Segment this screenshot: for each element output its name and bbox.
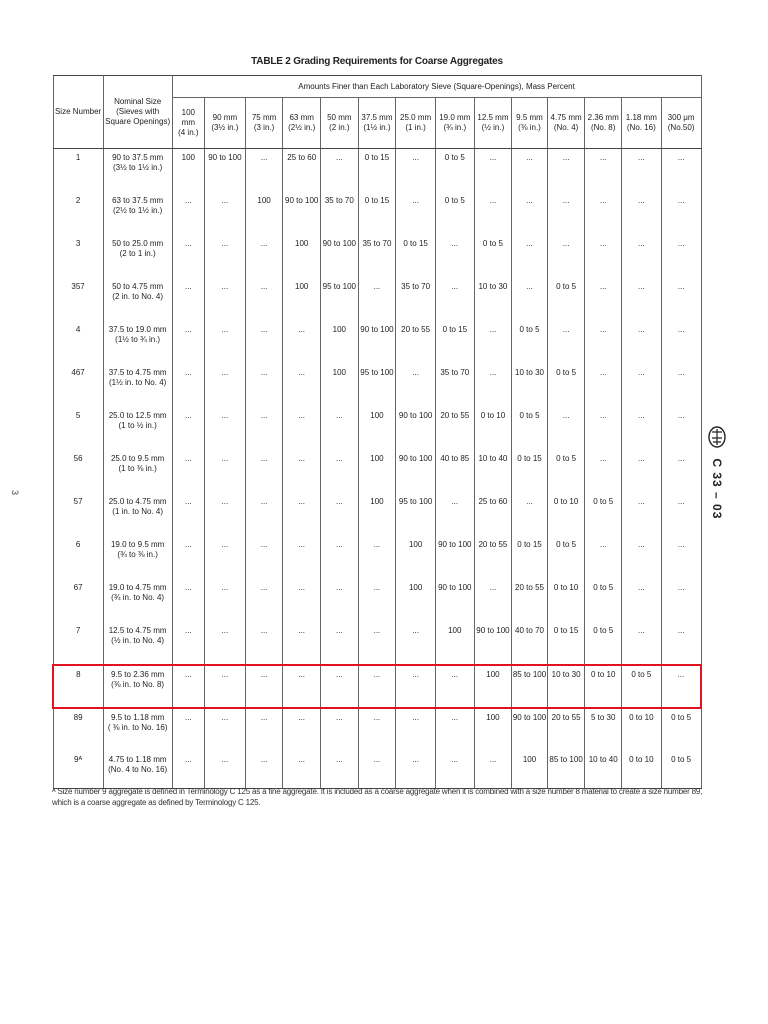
percent-cell: ... <box>474 751 512 789</box>
percent-cell: ... <box>358 278 396 321</box>
percent-cell: ... <box>283 751 321 789</box>
percent-cell: ... <box>205 450 246 493</box>
percent-cell: ... <box>547 235 585 278</box>
percent-cell: 10 to 30 <box>547 665 585 708</box>
percent-cell: ... <box>245 364 283 407</box>
percent-cell: ... <box>321 708 359 751</box>
percent-cell: ... <box>621 450 661 493</box>
nominal-size-cell: 9.5 to 2.36 mm (⅜ in. to No. 8) <box>103 665 172 708</box>
nominal-size-cell: 50 to 25.0 mm (2 to 1 in.) <box>103 235 172 278</box>
percent-cell: 0 to 10 <box>547 579 585 622</box>
table-row <box>53 536 701 579</box>
percent-cell: 0 to 5 <box>661 708 701 751</box>
percent-cell: ... <box>321 751 359 789</box>
percent-cell: 90 to 100 <box>205 149 246 192</box>
header-sieve: 4.75 mm (No. 4) <box>547 98 585 149</box>
percent-cell: ... <box>547 407 585 450</box>
percent-cell: ... <box>474 364 512 407</box>
percent-cell: ... <box>321 536 359 579</box>
percent-cell: ... <box>585 321 622 364</box>
percent-cell: ... <box>358 536 396 579</box>
percent-cell: 90 to 100 <box>512 708 548 751</box>
percent-cell: 20 to 55 <box>396 321 436 364</box>
percent-cell: ... <box>321 450 359 493</box>
percent-cell: 90 to 100 <box>435 579 474 622</box>
percent-cell: ... <box>172 579 204 622</box>
percent-cell: 0 to 15 <box>547 622 585 665</box>
percent-cell: ... <box>585 192 622 235</box>
percent-cell: 100 <box>512 751 548 789</box>
percent-cell: ... <box>172 235 204 278</box>
size-number-cell: 89 <box>53 708 103 751</box>
size-number-cell: 56 <box>53 450 103 493</box>
nominal-size-cell: 19.0 to 4.75 mm (¾ in. to No. 4) <box>103 579 172 622</box>
percent-cell: ... <box>435 751 474 789</box>
header-sieve: 25.0 mm (1 in.) <box>396 98 436 149</box>
table-row <box>53 149 701 192</box>
percent-cell: ... <box>621 536 661 579</box>
percent-cell: ... <box>396 192 436 235</box>
percent-cell: ... <box>321 579 359 622</box>
percent-cell: ... <box>358 751 396 789</box>
percent-cell: ... <box>172 364 204 407</box>
percent-cell: ... <box>435 708 474 751</box>
header-sieve: 50 mm (2 in.) <box>321 98 359 149</box>
percent-cell: ... <box>172 751 204 789</box>
percent-cell: 0 to 15 <box>358 149 396 192</box>
percent-cell: ... <box>172 450 204 493</box>
percent-cell: ... <box>661 622 701 665</box>
percent-cell: ... <box>172 536 204 579</box>
header-amounts-finer: Amounts Finer than Each Laboratory Sieve (Square-Openings), Mass Percent <box>172 76 701 98</box>
table-row <box>53 708 701 751</box>
percent-cell: ... <box>172 407 204 450</box>
percent-cell: ... <box>172 622 204 665</box>
header-size-number: Size Number <box>53 76 103 149</box>
nominal-size-cell: 90 to 37.5 mm (3½ to 1½ in.) <box>103 149 172 192</box>
percent-cell: ... <box>512 235 548 278</box>
table-row <box>53 192 701 235</box>
percent-cell: ... <box>245 149 283 192</box>
percent-cell: ... <box>585 364 622 407</box>
percent-cell: ... <box>283 493 321 536</box>
percent-cell: ... <box>621 235 661 278</box>
percent-cell: ... <box>585 536 622 579</box>
nominal-size-cell: 25.0 to 9.5 mm (1 to ⅜ in.) <box>103 450 172 493</box>
percent-cell: 25 to 60 <box>283 149 321 192</box>
size-number-cell: 67 <box>53 579 103 622</box>
nominal-size-cell: 12.5 to 4.75 mm (½ in. to No. 4) <box>103 622 172 665</box>
percent-cell: ... <box>172 192 204 235</box>
header-sieve: 9.5 mm (⅜ in.) <box>512 98 548 149</box>
percent-cell: 100 <box>283 278 321 321</box>
percent-cell: ... <box>621 321 661 364</box>
percent-cell: 90 to 100 <box>358 321 396 364</box>
percent-cell: 0 to 10 <box>474 407 512 450</box>
size-number-cell: 1 <box>53 149 103 192</box>
percent-cell: ... <box>172 665 204 708</box>
percent-cell: 100 <box>321 364 359 407</box>
percent-cell: ... <box>283 321 321 364</box>
percent-cell: ... <box>172 493 204 536</box>
header-sieve: 37.5 mm (1½ in.) <box>358 98 396 149</box>
percent-cell: ... <box>585 149 622 192</box>
percent-cell: 0 to 15 <box>435 321 474 364</box>
percent-cell: ... <box>321 622 359 665</box>
size-number-cell: 4 <box>53 321 103 364</box>
percent-cell: 0 to 5 <box>474 235 512 278</box>
percent-cell: ... <box>435 493 474 536</box>
percent-cell: ... <box>621 278 661 321</box>
percent-cell: 95 to 100 <box>358 364 396 407</box>
header-sieve: 1.18 mm (No. 16) <box>621 98 661 149</box>
nominal-size-cell: 25.0 to 4.75 mm (1 in. to No. 4) <box>103 493 172 536</box>
percent-cell: 0 to 5 <box>435 192 474 235</box>
percent-cell: 95 to 100 <box>396 493 436 536</box>
percent-cell: 90 to 100 <box>396 450 436 493</box>
percent-cell: 0 to 5 <box>547 536 585 579</box>
percent-cell: ... <box>205 622 246 665</box>
percent-cell: ... <box>585 450 622 493</box>
percent-cell: 35 to 70 <box>396 278 436 321</box>
percent-cell: ... <box>661 536 701 579</box>
percent-cell: ... <box>245 493 283 536</box>
percent-cell: ... <box>661 364 701 407</box>
percent-cell: 90 to 100 <box>435 536 474 579</box>
percent-cell: ... <box>547 192 585 235</box>
percent-cell: ... <box>547 149 585 192</box>
percent-cell: ... <box>474 579 512 622</box>
percent-cell: 100 <box>396 536 436 579</box>
percent-cell: 100 <box>283 235 321 278</box>
percent-cell: 0 to 5 <box>585 493 622 536</box>
percent-cell: ... <box>512 192 548 235</box>
percent-cell: ... <box>205 364 246 407</box>
percent-cell: 100 <box>245 192 283 235</box>
percent-cell: ... <box>358 579 396 622</box>
size-number-cell: 9ᴬ <box>53 751 103 789</box>
percent-cell: 100 <box>358 450 396 493</box>
percent-cell: 100 <box>358 493 396 536</box>
percent-cell: ... <box>205 235 246 278</box>
percent-cell: ... <box>283 579 321 622</box>
percent-cell: ... <box>661 235 701 278</box>
percent-cell: ... <box>474 321 512 364</box>
header-sieve: 19.0 mm (¾ in.) <box>435 98 474 149</box>
percent-cell: ... <box>205 579 246 622</box>
percent-cell: ... <box>358 665 396 708</box>
percent-cell: 40 to 85 <box>435 450 474 493</box>
percent-cell: ... <box>661 665 701 708</box>
table-row <box>53 235 701 278</box>
percent-cell: 0 to 5 <box>621 665 661 708</box>
percent-cell: ... <box>283 622 321 665</box>
percent-cell: 0 to 5 <box>585 622 622 665</box>
size-number-cell: 8 <box>53 665 103 708</box>
nominal-size-cell: 4.75 to 1.18 mm (No. 4 to No. 16) <box>103 751 172 789</box>
percent-cell: ... <box>621 364 661 407</box>
percent-cell: 0 to 10 <box>621 708 661 751</box>
percent-cell: ... <box>172 321 204 364</box>
percent-cell: ... <box>661 192 701 235</box>
percent-cell: 0 to 15 <box>512 536 548 579</box>
percent-cell: 0 to 15 <box>512 450 548 493</box>
percent-cell: ... <box>283 665 321 708</box>
percent-cell: 100 <box>474 708 512 751</box>
percent-cell: ... <box>245 622 283 665</box>
percent-cell: 40 to 70 <box>512 622 548 665</box>
table-title: TABLE 2 Grading Requirements for Coarse Aggregates <box>251 56 503 67</box>
percent-cell: ... <box>245 321 283 364</box>
percent-cell: 0 to 10 <box>621 751 661 789</box>
percent-cell: ... <box>245 579 283 622</box>
percent-cell: 0 to 10 <box>547 493 585 536</box>
size-number-cell: 2 <box>53 192 103 235</box>
percent-cell: ... <box>283 364 321 407</box>
size-number-cell: 5 <box>53 407 103 450</box>
percent-cell: 90 to 100 <box>474 622 512 665</box>
nominal-size-cell: 19.0 to 9.5 mm (¾ to ⅜ in.) <box>103 536 172 579</box>
percent-cell: ... <box>245 751 283 789</box>
table-row <box>53 278 701 321</box>
percent-cell: 25 to 60 <box>474 493 512 536</box>
percent-cell: 95 to 100 <box>321 278 359 321</box>
percent-cell: ... <box>661 579 701 622</box>
nominal-size-cell: 25.0 to 12.5 mm (1 to ½ in.) <box>103 407 172 450</box>
size-number-cell: 357 <box>53 278 103 321</box>
page-number: 3 <box>10 490 20 496</box>
percent-cell: ... <box>435 665 474 708</box>
percent-cell: 0 to 5 <box>661 751 701 789</box>
percent-cell: ... <box>205 321 246 364</box>
percent-cell: 20 to 55 <box>435 407 474 450</box>
percent-cell: 10 to 30 <box>474 278 512 321</box>
percent-cell: 90 to 100 <box>283 192 321 235</box>
percent-cell: ... <box>396 622 436 665</box>
percent-cell: ... <box>205 192 246 235</box>
percent-cell: ... <box>205 278 246 321</box>
percent-cell: 10 to 40 <box>585 751 622 789</box>
percent-cell: ... <box>205 708 246 751</box>
percent-cell: 100 <box>358 407 396 450</box>
percent-cell: ... <box>512 493 548 536</box>
percent-cell: ... <box>283 450 321 493</box>
header-sieve: 100 mm (4 in.) <box>172 98 204 149</box>
percent-cell: ... <box>205 407 246 450</box>
percent-cell: ... <box>396 149 436 192</box>
header-sieve: 12.5 mm (½ in.) <box>474 98 512 149</box>
percent-cell: ... <box>661 450 701 493</box>
percent-cell: 85 to 100 <box>547 751 585 789</box>
table-row <box>53 579 701 622</box>
percent-cell: ... <box>245 450 283 493</box>
nominal-size-cell: 50 to 4.75 mm (2 in. to No. 4) <box>103 278 172 321</box>
header-sieve: 2.36 mm (No. 8) <box>585 98 622 149</box>
percent-cell: 100 <box>172 149 204 192</box>
percent-cell: 20 to 55 <box>474 536 512 579</box>
percent-cell: ... <box>474 149 512 192</box>
table-row <box>53 364 701 407</box>
percent-cell: ... <box>245 708 283 751</box>
nominal-size-cell: 63 to 37.5 mm (2½ to 1½ in.) <box>103 192 172 235</box>
size-number-cell: 57 <box>53 493 103 536</box>
percent-cell: ... <box>245 278 283 321</box>
astm-logo-icon <box>708 426 726 448</box>
nominal-size-cell: 37.5 to 4.75 mm (1½ in. to No. 4) <box>103 364 172 407</box>
percent-cell: ... <box>283 407 321 450</box>
percent-cell: 0 to 5 <box>512 407 548 450</box>
percent-cell: ... <box>358 708 396 751</box>
percent-cell: 0 to 5 <box>547 278 585 321</box>
percent-cell: ... <box>396 665 436 708</box>
percent-cell: ... <box>396 708 436 751</box>
nominal-size-cell: 37.5 to 19.0 mm (1½ to ¾ in.) <box>103 321 172 364</box>
percent-cell: ... <box>661 407 701 450</box>
percent-cell: ... <box>172 708 204 751</box>
percent-cell: ... <box>661 321 701 364</box>
percent-cell: 100 <box>396 579 436 622</box>
percent-cell: ... <box>512 278 548 321</box>
percent-cell: ... <box>661 149 701 192</box>
percent-cell: 85 to 100 <box>512 665 548 708</box>
percent-cell: ... <box>621 192 661 235</box>
size-number-cell: 467 <box>53 364 103 407</box>
percent-cell: ... <box>435 235 474 278</box>
percent-cell: ... <box>585 278 622 321</box>
size-number-cell: 6 <box>53 536 103 579</box>
percent-cell: ... <box>245 665 283 708</box>
percent-cell: ... <box>205 665 246 708</box>
designation-mark <box>708 426 726 519</box>
percent-cell: ... <box>205 493 246 536</box>
percent-cell: ... <box>621 149 661 192</box>
table-row <box>53 407 701 450</box>
size-number-cell: 3 <box>53 235 103 278</box>
header-sieve: 90 mm (3½ in.) <box>205 98 246 149</box>
percent-cell: 100 <box>474 665 512 708</box>
percent-cell: 0 to 15 <box>358 192 396 235</box>
percent-cell: 35 to 70 <box>321 192 359 235</box>
header-nominal-size: Nominal Size (Sieves with Square Openings) <box>103 76 172 149</box>
percent-cell: 90 to 100 <box>321 235 359 278</box>
table-row-highlighted <box>53 665 701 708</box>
percent-cell: ... <box>245 407 283 450</box>
table-row <box>53 321 701 364</box>
percent-cell: 0 to 5 <box>512 321 548 364</box>
percent-cell: 10 to 40 <box>474 450 512 493</box>
percent-cell: 0 to 5 <box>547 364 585 407</box>
percent-cell: 100 <box>321 321 359 364</box>
percent-cell: 0 to 15 <box>396 235 436 278</box>
table-footnote: ᴬ Size number 9 aggregate is defined in Terminology C 125 as a fine aggregate. It is included as a coarse aggregate when it is combined with a size number 8 material to create a size number 89, which is a coarse aggregate as defined by Terminology C 125. <box>52 787 703 807</box>
percent-cell: ... <box>283 708 321 751</box>
percent-cell: ... <box>396 364 436 407</box>
percent-cell: ... <box>512 149 548 192</box>
percent-cell: ... <box>585 235 622 278</box>
header-sieve: 63 mm (2½ in.) <box>283 98 321 149</box>
percent-cell: 0 to 10 <box>585 665 622 708</box>
percent-cell: ... <box>474 192 512 235</box>
table-row <box>53 622 701 665</box>
percent-cell: ... <box>245 235 283 278</box>
grading-table <box>52 75 702 789</box>
percent-cell: ... <box>621 493 661 536</box>
percent-cell: ... <box>205 751 246 789</box>
table-row <box>53 450 701 493</box>
percent-cell: 100 <box>435 622 474 665</box>
percent-cell: ... <box>585 407 622 450</box>
percent-cell: ... <box>621 407 661 450</box>
percent-cell: 0 to 5 <box>547 450 585 493</box>
percent-cell: ... <box>321 149 359 192</box>
percent-cell: ... <box>621 579 661 622</box>
percent-cell: 0 to 5 <box>435 149 474 192</box>
percent-cell: 10 to 30 <box>512 364 548 407</box>
percent-cell: ... <box>435 278 474 321</box>
percent-cell: 20 to 55 <box>547 708 585 751</box>
percent-cell: 5 to 30 <box>585 708 622 751</box>
nominal-size-cell: 9.5 to 1.18 mm ( ⅜ in. to No. 16) <box>103 708 172 751</box>
percent-cell: ... <box>172 278 204 321</box>
percent-cell: ... <box>283 536 321 579</box>
percent-cell: ... <box>321 665 359 708</box>
percent-cell: ... <box>321 407 359 450</box>
header-sieve: 300 μm (No.50) <box>661 98 701 149</box>
percent-cell: ... <box>321 493 359 536</box>
percent-cell: ... <box>245 536 283 579</box>
table-row <box>53 493 701 536</box>
percent-cell: 20 to 55 <box>512 579 548 622</box>
size-number-cell: 7 <box>53 622 103 665</box>
percent-cell: ... <box>621 622 661 665</box>
percent-cell: 35 to 70 <box>358 235 396 278</box>
percent-cell: ... <box>358 622 396 665</box>
percent-cell: ... <box>396 751 436 789</box>
percent-cell: 0 to 5 <box>585 579 622 622</box>
percent-cell: ... <box>661 493 701 536</box>
percent-cell: ... <box>205 536 246 579</box>
header-sieve: 75 mm (3 in.) <box>245 98 283 149</box>
designation-text: C 33 – 03 <box>710 458 724 520</box>
percent-cell: 90 to 100 <box>396 407 436 450</box>
table-row <box>53 751 701 789</box>
percent-cell: ... <box>661 278 701 321</box>
percent-cell: ... <box>547 321 585 364</box>
percent-cell: 35 to 70 <box>435 364 474 407</box>
